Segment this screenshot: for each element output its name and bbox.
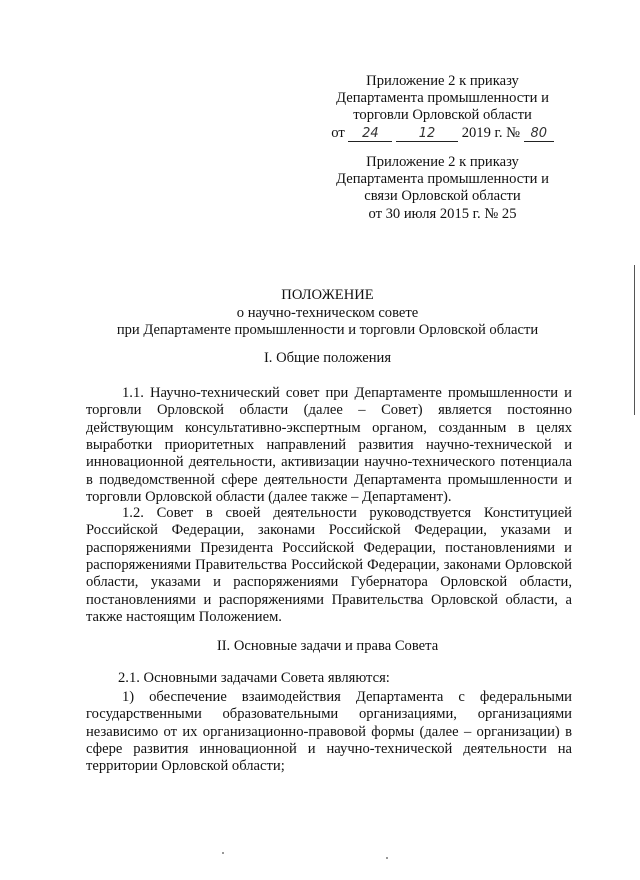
scan-speck — [386, 857, 388, 859]
appendix-header-previous — [320, 154, 565, 223]
handwritten-month: 12 — [396, 127, 458, 142]
appendix-line: Приложение 2 к приказу — [366, 154, 519, 170]
paragraph-2-1-item-1: 1) обеспечение взаимодействия Департамента с федеральными государственными образовательными организациями, организациями независимо от их организационно-правовой формы (далее – организации) в сфере развития инновационной и научно-технической деятельности на территории Орловской области; — [86, 689, 572, 775]
document-title — [70, 287, 585, 340]
paragraph-1-2: 1.2. Совет в своей деятельности руководствуется Конституцией Российской Федерации, законами Российской Федерации, указами и распоряжениями Президента Российской Федерации, постановлениями и распоряжениями Правительства Российской Федерации, законами Орловской области, указами и распоряжениями Губернатора Орловской области, постановлениями и распоряжениями Правительства Орловской области, а также настоящим Положением. — [86, 505, 572, 626]
handwritten-number: 80 — [524, 127, 554, 142]
title-subtitle: о научно-техническом совете — [236, 304, 419, 321]
appendix-line: торговли Орловской области — [353, 107, 532, 124]
date-year: 2019 г. № — [461, 124, 521, 141]
scan-edge-line — [634, 265, 635, 415]
appendix-date-line — [320, 125, 565, 142]
paragraph-2-1: 2.1. Основными задачами Совета являются: — [118, 670, 390, 686]
appendix-line: Приложение 2 к приказу — [366, 73, 519, 89]
date-prefix: от — [331, 124, 345, 141]
section-heading-1: I. Общие положения — [263, 350, 392, 366]
appendix-line: связи Орловской области — [364, 188, 521, 205]
appendix-line: Департамента промышленности и — [336, 171, 549, 188]
appendix-header-current — [320, 73, 565, 142]
appendix-line: Департамента промышленности и — [336, 90, 549, 107]
section-heading-2: II. Основные задачи и права Совета — [216, 638, 439, 654]
handwritten-day: 24 — [348, 127, 392, 142]
paragraph-1-1: 1.1. Научно-технический совет при Департаменте промышленности и торговли Орловской области (далее – Совет) является постоянно действующим консультативно-экспертным органом, созданным в целях выработки приоритетных направлений развития научно-технической и инновационной деятельности, активизации научно-технического потенциала в подведомственной сфере деятельности Департамента промышленности и торговли Орловской области (далее также – Департамент). — [86, 385, 572, 506]
title-main: ПОЛОЖЕНИЕ — [281, 287, 374, 303]
scan-speck — [222, 852, 224, 854]
appendix-line: от 30 июля 2015 г. № 25 — [368, 205, 517, 222]
title-subtitle: при Департаменте промышленности и торговли Орловской области — [116, 322, 539, 338]
